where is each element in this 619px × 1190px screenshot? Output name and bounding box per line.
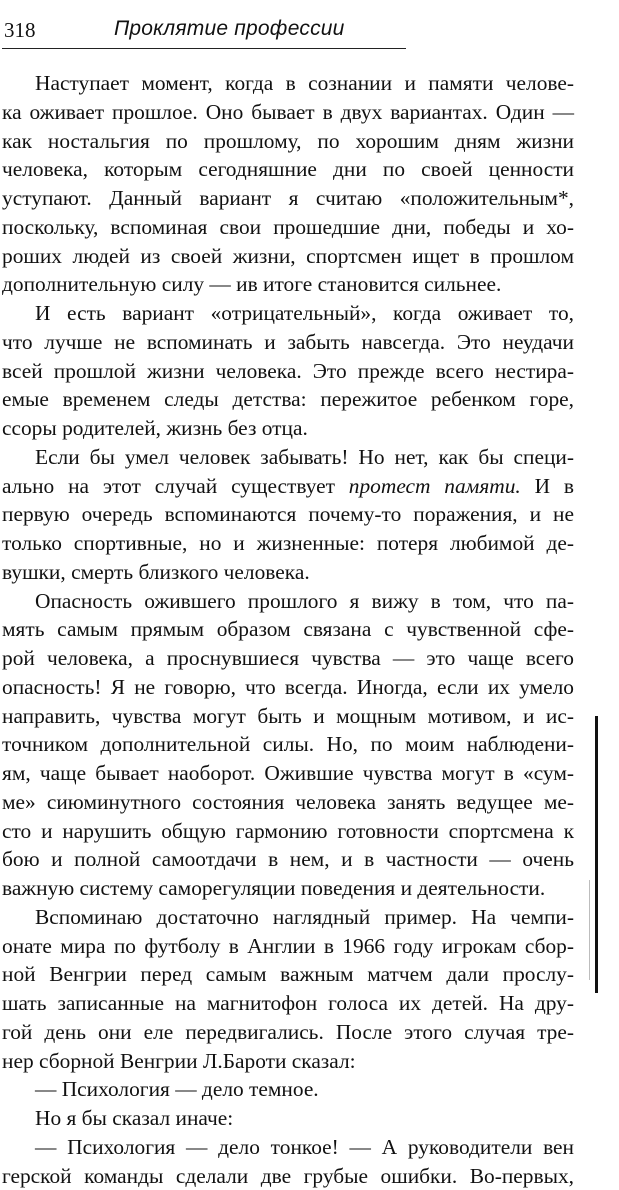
page-number: 318 — [4, 18, 36, 43]
text-line: опасность! Я не говорю, что всегда. Иногда, если их умело — [2, 673, 574, 702]
text-line: вушки, смерть близкого человека. — [2, 558, 574, 587]
text-line: Опасность ожившего прошлого я вижу в том, что па- — [2, 587, 574, 616]
text-line: как ностальгия по прошлому, по хорошим дням жизни — [2, 127, 574, 156]
text-line: рой человека, а проснувшиеся чувства — это чаще всего — [2, 644, 574, 673]
text-line: направить, чувства могут быть и мощным мотивом, и ис- — [2, 702, 574, 731]
text-line: гой день они еле передвигались. После этого случая тре- — [2, 1018, 574, 1047]
text-line: И есть вариант «отрицательный», когда оживает то, — [2, 299, 574, 328]
text-line: важную систему саморегуляции поведения и деятельности. — [2, 874, 574, 903]
text-line: точником дополнительной силы. Но, по моим наблюдени- — [2, 730, 574, 759]
text-line: герской команды сделали две грубые ошибки. Во-первых, — [2, 1162, 574, 1190]
paragraph-5 — [2, 903, 574, 1076]
text-line: мять самым прямым образом связана с чувственной сфе- — [2, 615, 574, 644]
margin-bar — [595, 716, 598, 993]
text-line: роших людей из своей жизни, спортсмен ищет в прошлом — [2, 242, 574, 271]
text-line: Вспоминаю достаточно наглядный пример. На чемпи- — [2, 903, 574, 932]
text-line: Если бы умел человек забывать! Но нет, как бы специ- — [2, 443, 574, 472]
text-line: дополнительную силу — ив итоге становится сильнее. — [2, 270, 574, 299]
text-line — [2, 472, 574, 501]
margin-mark — [589, 880, 590, 980]
body-text — [2, 69, 574, 1190]
text-line: уступают. Данный вариант я считаю «положительным*, — [2, 184, 574, 213]
paragraph-6 — [2, 1133, 574, 1190]
text-line: ка оживает прошлое. Оно бывает в двух вариантах. Один — — [2, 98, 574, 127]
text-line: только спортивные, но и жизненные: потеря любимой де- — [2, 529, 574, 558]
emphasis-term: протест памяти. — [349, 474, 521, 498]
dialogue-line: — Психология — дело тонкое! — А руководители вен — [2, 1133, 574, 1162]
text-fragment: И в — [521, 474, 574, 498]
text-line: что лучше не вспоминать и забыть навсегда. Это неудачи — [2, 328, 574, 357]
text-fragment: ально на этот случай существует — [2, 474, 349, 498]
text-line: Но я бы сказал иначе: — [2, 1104, 574, 1133]
running-header — [2, 14, 406, 49]
running-title: Проклятие профессии — [114, 17, 345, 41]
text-line: всей прошлой жизни человека. Это прежде всего нестира- — [2, 357, 574, 386]
text-line: ме» сиюминутного состояния человека занять ведущее ме- — [2, 788, 574, 817]
paragraph-1 — [2, 69, 574, 299]
text-line: ссоры родителей, жизнь без отца. — [2, 414, 574, 443]
text-line: емые временем следы детства: пережитое ребенком горе, — [2, 385, 574, 414]
paragraph-2 — [2, 299, 574, 443]
text-line: нер сборной Венгрии Л.Бароти сказал: — [2, 1047, 574, 1076]
text-line: ям, чаще бывает наоборот. Ожившие чувства могут в «сум- — [2, 759, 574, 788]
text-line: ной Венгрии перед самым важным матчем дали прослу- — [2, 960, 574, 989]
text-line: поскольку, вспоминая свои прошедшие дни, победы и хо- — [2, 213, 574, 242]
text-line: шать записанные на магнитофон голоса их детей. На дру- — [2, 989, 574, 1018]
text-line: онате мира по футболу в Англии в 1966 году игрокам сбор- — [2, 932, 574, 961]
text-line: Наступает момент, когда в сознании и памяти челове- — [2, 69, 574, 98]
text-line: сто и нарушить общую гармонию готовности спортсмена к — [2, 817, 574, 846]
text-line: бою и полной самоотдачи в нем, и в частности — очень — [2, 845, 574, 874]
paragraph-4 — [2, 587, 574, 903]
text-line: первую очередь вспоминаются почему-то поражения, и не — [2, 500, 574, 529]
paragraph-3 — [2, 443, 574, 587]
dialogue-line: — Психология — дело темное. — [2, 1075, 574, 1104]
text-line: человека, которым сегодняшние дни по своей ценности — [2, 155, 574, 184]
